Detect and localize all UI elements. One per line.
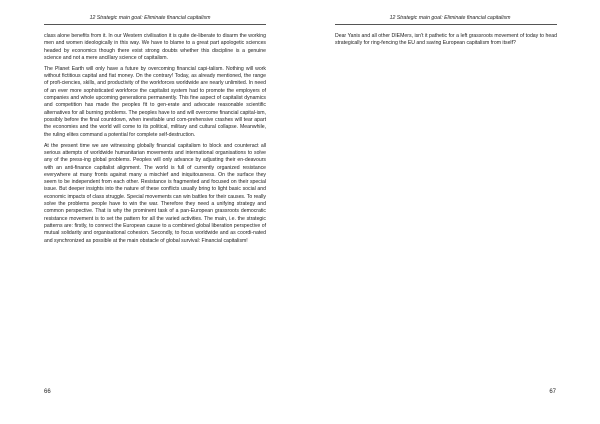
page-number: 66 <box>44 389 51 395</box>
running-head: 12 Strategic main goal: Eliminate financial capitalism <box>89 15 211 21</box>
body-text <box>44 33 266 249</box>
header-rule <box>335 24 557 25</box>
paragraph: class alone benefits from it. In our Western civilisation it is quite de-liberate to disarm the working men and women ideologically in this way. We have to blame to a great part apologetic sciences headed by economics though there exist strong doubts whether this discipline is a genuine science and not a mere ancillary science of capitalism. <box>44 33 266 61</box>
page-number: 67 <box>549 389 556 395</box>
paragraph: Dear Yanis and all other DIEMers, isn't it pathetic for a left grassroots movement of today to head strategically for ring-fencing the EU and saving European capitalism from itself? <box>335 33 557 47</box>
paragraph: The Planet Earth will only have a future by overcoming financial capi-talism. Nothing will work without fictitious capital and fiat money. On the contrary! Today, as already mentioned, the range of profi-ciencies, skills, and productivity of the workforces worldwide are nearly unlimited. In need of an ever more sophisticated workforce the capitalist system had to promote the employers of companies and whole upcoming generations permanently. This fine aspect of capitalist dynamics and competition has made the peoples fit to gen-erate and advocate reasonable scientific alternatives for all burning problems. The peoples have to and will overcome financial capital-ism, possibly before the final countdown, when inevitable und com-prehensive crashes will tear apart the economies and the world will come to its political, military and cultural collapse. Meanwhile, the ruling elites command a potential for complete self-destruction. <box>44 65 266 138</box>
body-text <box>335 33 557 51</box>
right-page <box>300 0 600 424</box>
running-head: 12 Strategic main goal: Eliminate financial capitalism <box>389 15 511 21</box>
paragraph: At the present time we are witnessing globally financial capitalism to block and counteract all serious attempts of worldwide humanitarian movements and international organisations to solve any of the press-ing global problems. Peoples will only advance by adjusting their en-deavours with an anti-finance capitalist alignment. The world is full of currently organized resistance everywhere at many fronts against many a mischief and iniquitousness. On the surface they seem to be independent from each other. Resistance is fragmented and focused on their special issue. But deeper insights into the nature of these conflicts usually bring to light basic social and economic impacts of class struggle. Special movements can win battles for their causes. To really solve the problems people have to win the war. Therefore they need a unifying strategy and common perspective. That is why the prominent task of a pan-European grassroots democratic resistance movement is to set the pattern for all the varied activities. The main, i.e. the strategic patterns are: firstly, to connect the European cause to a combined global liberation perspective of mutual solidarity and organisational cohesion. Secondly, to focus worldwide and as coordi-nated and synchronized as possible at the main obstacle of global survival: Financial capitalism! <box>44 142 266 244</box>
header-rule <box>44 24 266 25</box>
